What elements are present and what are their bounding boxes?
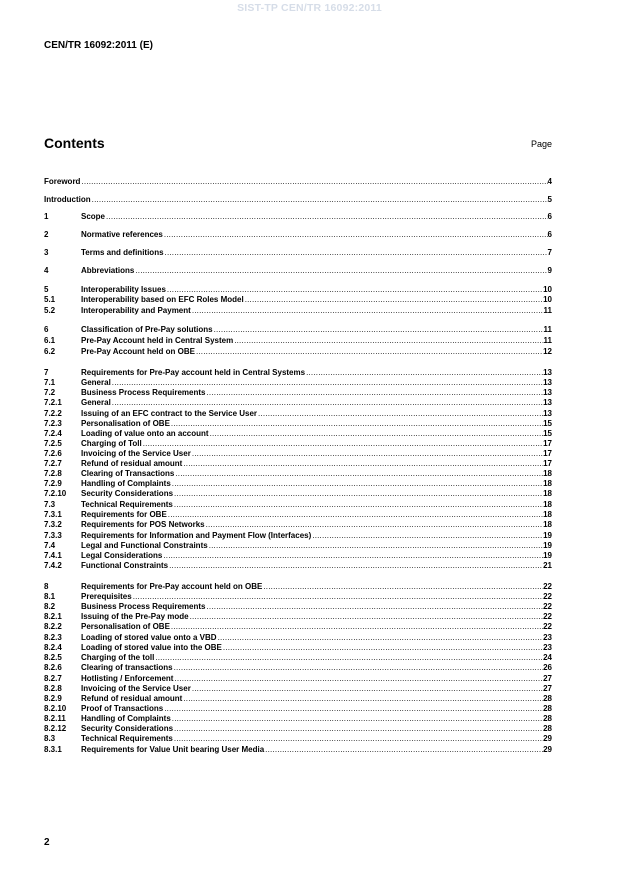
dot-leader: [111, 378, 543, 388]
toc-entry-page: 13: [543, 378, 552, 387]
toc-entry[interactable]: [44, 409, 552, 419]
watermark: SIST-TP CEN/TR 16092:2011: [237, 2, 382, 14]
toc-entry-number: 6: [44, 325, 49, 334]
toc-entry-title: Refund of residual amount: [81, 694, 183, 703]
toc-entry-number: 7.4: [44, 541, 56, 550]
dot-leader: [173, 674, 543, 684]
toc-entry-number: 7.3: [44, 500, 56, 509]
dot-leader: [163, 230, 548, 240]
toc-entry-title: Handling of Complaints: [81, 714, 171, 723]
toc-entry-title: Prerequisites: [81, 592, 132, 601]
toc-entry[interactable]: [44, 622, 552, 632]
dot-leader: [173, 734, 543, 744]
toc-entry[interactable]: [44, 684, 552, 694]
toc-entry-page: 18: [543, 489, 552, 498]
toc-entry[interactable]: [44, 612, 552, 622]
toc-entry-number: 8.2.6: [44, 663, 62, 672]
toc-entry-page: 19: [543, 551, 552, 560]
toc-entry-title: Technical Requirements: [81, 734, 173, 743]
toc-entry-page: 18: [543, 469, 552, 478]
toc-entry[interactable]: [44, 459, 552, 469]
dot-leader: [173, 500, 543, 510]
toc-entry-number: 7.2.6: [44, 449, 62, 458]
toc-entry-number: 8.2.5: [44, 653, 62, 662]
dot-leader: [189, 612, 544, 622]
dot-leader: [105, 212, 548, 222]
toc-entry-page: 18: [543, 520, 552, 529]
dot-leader: [233, 336, 543, 346]
dot-leader: [244, 295, 543, 305]
dot-leader: [195, 347, 543, 357]
toc-entry-title: Clearing of Transactions: [81, 469, 175, 478]
toc-entry[interactable]: [44, 745, 552, 755]
toc-entry-page: 22: [543, 612, 552, 621]
toc-entry-page: 19: [543, 541, 552, 550]
dot-leader: [111, 398, 543, 408]
toc-entry[interactable]: [44, 439, 552, 449]
dot-leader: [208, 541, 543, 551]
toc-entry-page: 26: [543, 663, 552, 672]
toc-entry-number: 1: [44, 212, 49, 221]
toc-entry-title: Interoperability and Payment: [81, 306, 191, 315]
dot-leader: [182, 459, 543, 469]
toc-entry-page: 7: [547, 248, 552, 257]
toc-entry-number: 5: [44, 285, 49, 294]
toc-entry-title: General: [81, 378, 111, 387]
toc-entry[interactable]: [44, 724, 552, 734]
toc-entry-title: Clearing of transactions: [81, 663, 173, 672]
toc-entry-page: 17: [543, 439, 552, 448]
toc-entry-page: 28: [543, 694, 552, 703]
toc-entry-page: 11: [543, 336, 552, 345]
toc-entry-page: 4: [547, 177, 552, 186]
toc-entry-title: Requirements for Information and Payment Flow (Interfaces): [81, 531, 312, 540]
toc-entry-page: 12: [543, 347, 552, 356]
toc-entry-title: Normative references: [81, 230, 163, 239]
toc-entry-title: Hotlisting / Enforcement: [81, 674, 174, 683]
toc-entry[interactable]: [44, 582, 552, 592]
toc-entry[interactable]: [44, 643, 552, 653]
toc-entry[interactable]: [44, 531, 552, 541]
toc-entry-page: 18: [543, 500, 552, 509]
toc-entry-page: 28: [543, 714, 552, 723]
dot-leader: [171, 714, 543, 724]
toc-entry-page: 18: [543, 479, 552, 488]
toc-entry-page: 5: [547, 195, 552, 204]
toc-entry-page: 15: [543, 419, 552, 428]
toc-entry-title: Requirements for OBE: [81, 510, 167, 519]
dot-leader: [264, 745, 543, 755]
toc-entry-title: Requirements for POS Networks: [81, 520, 205, 529]
toc-entry-page: 27: [543, 674, 552, 683]
toc-entry-number: 7.3.2: [44, 520, 62, 529]
toc-entry[interactable]: [44, 378, 552, 388]
toc-entry-page: 22: [543, 582, 552, 591]
toc-entry-page: 24: [543, 653, 552, 662]
toc-entry-page: 11: [543, 306, 552, 315]
toc-entry-title: Handling of Complaints: [81, 479, 171, 488]
toc-entry-page: 22: [543, 602, 552, 611]
toc-entry[interactable]: [44, 295, 552, 305]
toc-entry-page: 22: [543, 622, 552, 631]
toc-entry[interactable]: [44, 177, 552, 187]
toc-entry[interactable]: [44, 248, 552, 258]
dot-leader: [305, 368, 543, 378]
dot-leader: [262, 582, 543, 592]
toc-entry[interactable]: [44, 663, 552, 673]
toc-entry-title: Terms and definitions: [81, 248, 164, 257]
toc-entry-title: General: [81, 398, 111, 407]
toc-entry-number: 8.2.7: [44, 674, 62, 683]
toc-entry-page: 23: [543, 633, 552, 642]
toc-entry-page: 13: [543, 368, 552, 377]
toc-entry-page: 15: [543, 429, 552, 438]
dot-leader: [206, 388, 544, 398]
dot-leader: [166, 285, 543, 295]
toc-entry-page: 28: [543, 704, 552, 713]
dot-leader: [142, 439, 543, 449]
toc-entry[interactable]: [44, 449, 552, 459]
dot-leader: [205, 520, 544, 530]
toc-entry-number: 8.2.12: [44, 724, 67, 733]
dot-leader: [213, 325, 544, 335]
toc-entry[interactable]: [44, 195, 552, 205]
toc-entry-page: 21: [543, 561, 552, 570]
toc-entry-number: 8.1: [44, 592, 56, 601]
toc-entry-title: Legal Considerations: [81, 551, 163, 560]
toc-entry-title: Interoperability Issues: [81, 285, 166, 294]
toc-entry-title: Security Considerations: [81, 724, 174, 733]
toc-entry-page: 29: [543, 745, 552, 754]
toc-entry-page: 9: [547, 266, 552, 275]
dot-leader: [134, 266, 547, 276]
toc-entry-page: 10: [543, 285, 552, 294]
toc-entry-number: 7.3.1: [44, 510, 62, 519]
toc-entry-number: 5.2: [44, 306, 56, 315]
toc-entry-page: 17: [543, 449, 552, 458]
dot-leader: [206, 602, 544, 612]
toc-entry-number: 7.2.4: [44, 429, 62, 438]
toc-entry-title: Requirements for Pre-Pay account held in Central Systems: [81, 368, 306, 377]
dot-leader: [174, 469, 543, 479]
page-column-label: Page: [530, 139, 552, 149]
toc-entry[interactable]: [44, 347, 552, 357]
toc-entry[interactable]: [44, 633, 552, 643]
toc-entry-title: Requirements for Value Unit bearing User Media: [81, 745, 265, 754]
toc-entry[interactable]: [44, 520, 552, 530]
toc-entry-title: Loading of value onto an account: [81, 429, 209, 438]
toc-entry[interactable]: [44, 429, 552, 439]
dot-leader: [257, 409, 543, 419]
toc-entry-number: 6.2: [44, 347, 56, 356]
dot-leader: [191, 684, 543, 694]
toc-entry-number: 7.2.8: [44, 469, 62, 478]
contents-heading: Contents: [44, 135, 105, 151]
toc-entry-number: 6.1: [44, 336, 56, 345]
toc-entry-title: Abbreviations: [81, 266, 135, 275]
toc-entry-number: 7.2.9: [44, 479, 62, 488]
toc-entry[interactable]: [44, 266, 552, 276]
toc-entry[interactable]: [44, 541, 552, 551]
dot-leader: [164, 248, 548, 258]
toc-entry-title: Proof of Transactions: [81, 704, 164, 713]
toc-entry-page: 27: [543, 684, 552, 693]
dot-leader: [191, 449, 543, 459]
toc-entry[interactable]: [44, 734, 552, 744]
dot-leader: [171, 479, 543, 489]
toc-entry[interactable]: [44, 368, 552, 378]
dot-leader: [80, 177, 547, 187]
toc-entry-title: Pre-Pay Account held in Central System: [81, 336, 234, 345]
toc-entry-page: 11: [543, 325, 552, 334]
toc-entry-number: 7.4.1: [44, 551, 62, 560]
toc-entry-page: 17: [543, 459, 552, 468]
dot-leader: [170, 419, 543, 429]
toc-entry-number: 3: [44, 248, 49, 257]
toc-entry[interactable]: [44, 306, 552, 316]
toc-entry[interactable]: [44, 592, 552, 602]
toc-entry-title: Technical Requirements: [81, 500, 173, 509]
toc-entry-number: 7.2.1: [44, 398, 62, 407]
toc-entry-title: Refund of residual amount: [81, 459, 183, 468]
toc-entry-title: Functional Constraints: [81, 561, 169, 570]
toc-entry-page: 13: [543, 388, 552, 397]
toc-entry[interactable]: [44, 336, 552, 346]
toc-entry-number: 8.2: [44, 602, 56, 611]
toc-entry-page: 23: [543, 643, 552, 652]
toc-entry[interactable]: [44, 694, 552, 704]
toc-entry-title: Security Considerations: [81, 489, 174, 498]
dot-leader: [162, 551, 543, 561]
toc-entry-page: 29: [543, 734, 552, 743]
dot-leader: [154, 653, 543, 663]
toc-entry[interactable]: [44, 500, 552, 510]
toc-entry-number: 4: [44, 266, 49, 275]
toc-entry-page: 6: [547, 212, 552, 221]
toc-entry[interactable]: [44, 469, 552, 479]
dot-leader: [173, 489, 543, 499]
toc-entry[interactable]: [44, 388, 552, 398]
toc-entry-number: 8: [44, 582, 49, 591]
document-identifier: CEN/TR 16092:2011 (E): [44, 40, 153, 51]
toc-entry-number: 8.2.11: [44, 714, 66, 723]
toc-entry[interactable]: [44, 704, 552, 714]
toc-entry-number: 8.2.9: [44, 694, 62, 703]
toc-entry-title: Business Process Requirements: [81, 388, 206, 397]
toc-entry-title: Issuing of an EFC contract to the Service User: [81, 409, 258, 418]
toc-entry-number: 8.3: [44, 734, 56, 743]
toc-entry-page: 13: [543, 409, 552, 418]
dot-leader: [91, 195, 548, 205]
toc-entry-title: Charging of Toll: [81, 439, 142, 448]
toc-entry-title: Personalisation of OBE: [81, 419, 170, 428]
toc-entry-title: Foreword: [44, 177, 81, 186]
dot-leader: [217, 633, 544, 643]
toc-entry-page: 19: [543, 531, 552, 540]
toc-entry[interactable]: [44, 230, 552, 240]
toc-entry[interactable]: [44, 285, 552, 295]
dot-leader: [132, 592, 543, 602]
toc-entry-number: 5.1: [44, 295, 56, 304]
toc-entry-number: 7.2: [44, 388, 56, 397]
toc-entry-number: 8.2.1: [44, 612, 62, 621]
toc-entry[interactable]: [44, 325, 552, 335]
dot-leader: [182, 694, 543, 704]
toc-entry-number: 2: [44, 230, 49, 239]
toc-entry-title: Business Process Requirements: [81, 602, 206, 611]
toc-entry-page: 6: [547, 230, 552, 239]
toc-entry-number: 7.2.10: [44, 489, 67, 498]
toc-entry-title: Issuing of the Pre-Pay mode: [81, 612, 189, 621]
toc-entry-number: 8.2.2: [44, 622, 62, 631]
dot-leader: [311, 531, 543, 541]
dot-leader: [170, 622, 543, 632]
toc-entry[interactable]: [44, 674, 552, 684]
toc-entry-number: 7.2.5: [44, 439, 62, 448]
toc-entry[interactable]: [44, 653, 552, 663]
dot-leader: [222, 643, 543, 653]
toc-entry-title: Invoicing of the Service User: [81, 684, 191, 693]
toc-entry-title: Invoicing of the Service User: [81, 449, 191, 458]
toc-entry-number: 7.2.3: [44, 419, 62, 428]
toc-entry-page: 22: [543, 592, 552, 601]
dot-leader: [173, 724, 543, 734]
toc-entry[interactable]: [44, 419, 552, 429]
toc-entry[interactable]: [44, 398, 552, 408]
toc-entry[interactable]: [44, 212, 552, 222]
toc-entry-number: 7.2.2: [44, 409, 62, 418]
dot-leader: [163, 704, 543, 714]
toc-entry-number: 7.2.7: [44, 459, 62, 468]
toc-entry-title: Personalisation of OBE: [81, 622, 170, 631]
toc-entry-page: 10: [543, 295, 552, 304]
toc-entry-number: 8.2.10: [44, 704, 67, 713]
toc-entry[interactable]: [44, 510, 552, 520]
toc-entry-title: Interoperability based on EFC Roles Model: [81, 295, 244, 304]
toc-entry[interactable]: [44, 714, 552, 724]
toc-entry-title: Legal and Functional Constraints: [81, 541, 208, 550]
toc-entry-number: 8.2.8: [44, 684, 62, 693]
toc-entry-page: 18: [543, 510, 552, 519]
toc-entry-title: Pre-Pay Account held on OBE: [81, 347, 195, 356]
toc-entry[interactable]: [44, 602, 552, 612]
dot-leader: [173, 663, 544, 673]
page-number: 2: [44, 837, 50, 848]
toc-entry-page: 13: [543, 398, 552, 407]
dot-leader: [191, 306, 544, 316]
toc-entry-title: Loading of stored value into the OBE: [81, 643, 222, 652]
toc-entry-page: 28: [543, 724, 552, 733]
dot-leader: [168, 561, 543, 571]
toc-entry[interactable]: [44, 479, 552, 489]
dot-leader: [167, 510, 543, 520]
toc-entry-title: Charging of the toll: [81, 653, 155, 662]
toc-entry-number: 7.3.3: [44, 531, 62, 540]
toc-entry-number: 7.4.2: [44, 561, 62, 570]
toc-entry-title: Classification of Pre-Pay solutions: [81, 325, 213, 334]
toc-entry[interactable]: [44, 561, 552, 571]
toc-entry-number: 7: [44, 368, 49, 377]
toc-entry-title: Loading of stored value onto a VBD: [81, 633, 217, 642]
toc-entry[interactable]: [44, 551, 552, 561]
toc-entry-title: Scope: [81, 212, 106, 221]
toc-entry-number: 8.2.3: [44, 633, 62, 642]
dot-leader: [209, 429, 544, 439]
toc-entry-number: 8.3.1: [44, 745, 62, 754]
toc-entry-number: 7.1: [44, 378, 56, 387]
toc-entry[interactable]: [44, 489, 552, 499]
toc-entry-title: Requirements for Pre-Pay account held on OBE: [81, 582, 263, 591]
toc-entry-title: Introduction: [44, 195, 91, 204]
toc-entry-number: 8.2.4: [44, 643, 62, 652]
